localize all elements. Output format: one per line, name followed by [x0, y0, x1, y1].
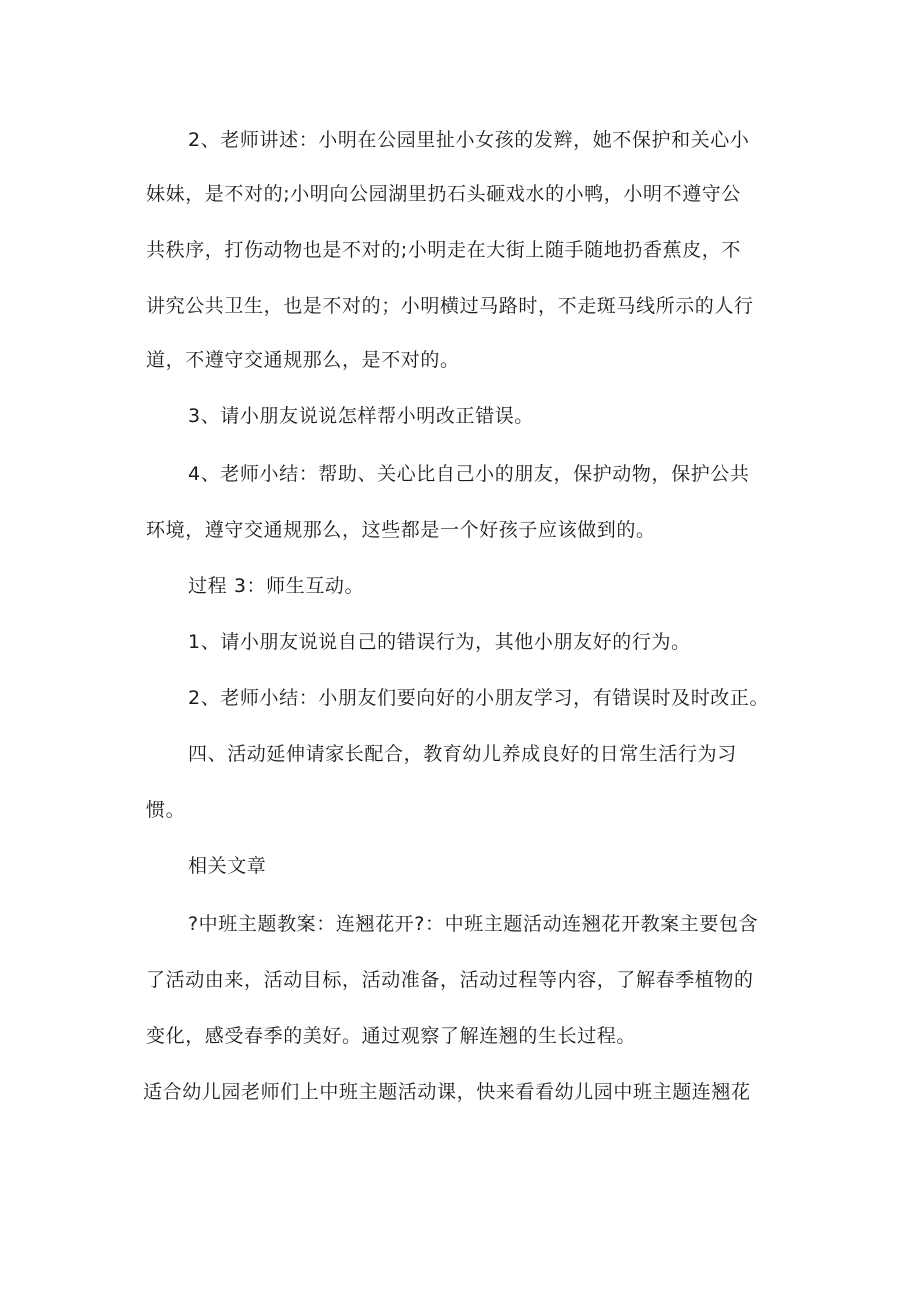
paragraph-line: 适合幼儿园老师们上中班主题活动课，快来看看幼儿园中班主题连翘花 [143, 1081, 751, 1103]
paragraph-line: 四、活动延伸请家长配合，教育幼儿养成良好的日常生活行为习 [188, 743, 737, 765]
paragraph-line: 环境，遵守交通规那么，这些都是一个好孩子应该做到的。 [146, 519, 656, 541]
paragraph-line: 妹妹，是不对的;小明向公园湖里扔石头砸戏水的小鸭，小明不遵守公 [146, 183, 742, 205]
paragraph-line: 惯。 [146, 799, 186, 821]
paragraph-line: 共秩序，打伤动物也是不对的;小明走在大街上随手随地扔香蕉皮，不 [146, 239, 742, 261]
paragraph-line: 2、老师小结：小朋友们要向好的小朋友学习，有错误时及时改正。 [188, 687, 770, 709]
paragraph-line: ?中班主题教案：连翘花开?：中班主题活动连翘花开教案主要包含 [188, 913, 759, 935]
paragraph-line: 讲究公共卫生，也是不对的；小明横过马路时，不走斑马线所示的人行 [146, 295, 754, 317]
related-articles-heading: 相关文章 [188, 855, 267, 877]
paragraph-line: 2、老师讲述：小明在公园里扯小女孩的发辫，她不保护和关心小 [188, 129, 750, 151]
paragraph-line: 4、老师小结：帮助、关心比自己小的朋友，保护动物，保护公共 [188, 463, 750, 485]
paragraph-line: 变化，感受春季的美好。通过观察了解连翘的生长过程。 [146, 1025, 637, 1047]
paragraph-line: 3、请小朋友说说怎样帮小明改正错误。 [188, 405, 534, 427]
paragraph-line: 了活动由来，活动目标，活动准备，活动过程等内容，了解春季植物的 [146, 969, 754, 991]
paragraph-line: 道，不遵守交通规那么，是不对的。 [146, 349, 460, 371]
paragraph-line: 1、请小朋友说说自己的错误行为，其他小朋友好的行为。 [188, 631, 691, 653]
section-heading: 过程 3：师生互动。 [188, 575, 365, 597]
